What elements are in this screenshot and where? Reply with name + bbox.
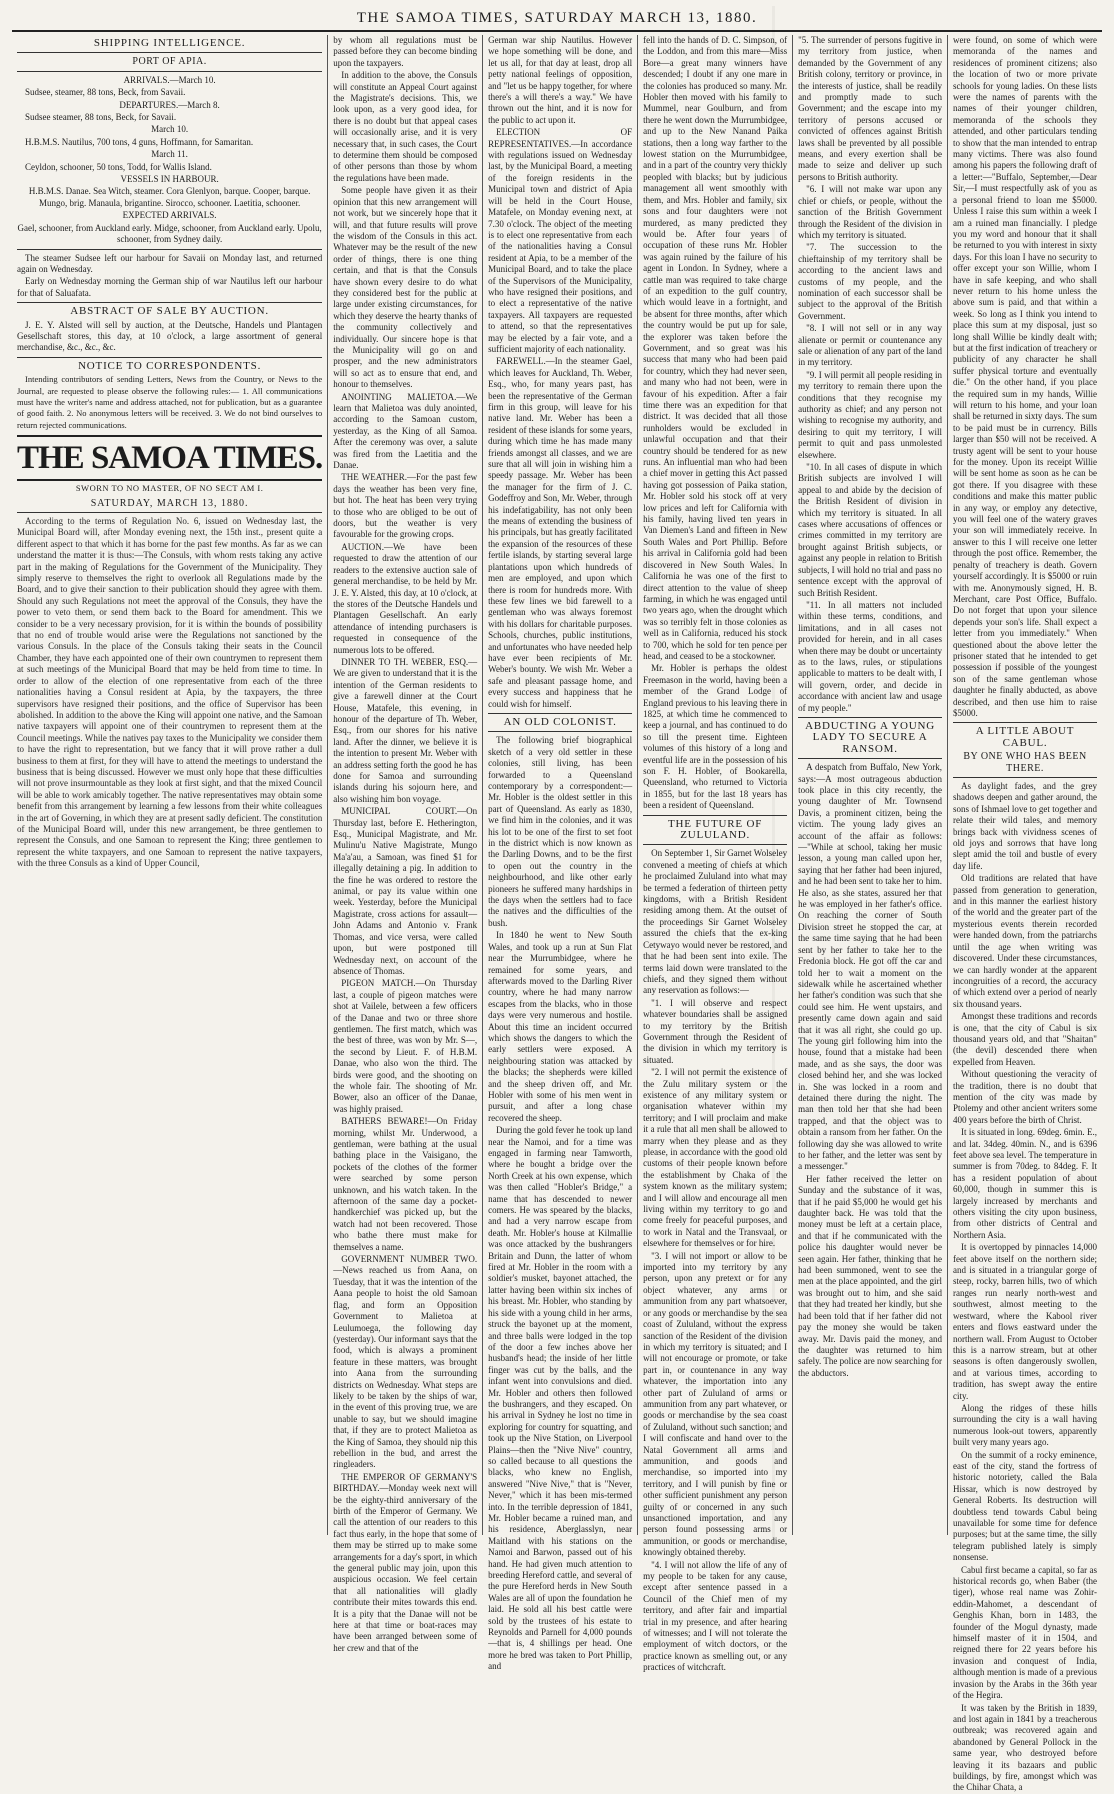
dateline: SATURDAY, MARCH 13, 1880. bbox=[17, 498, 322, 513]
port-heading: PORT OF APIA. bbox=[132, 56, 207, 68]
article-paragraph: Old traditions are related that have passed from generation to generation, and in this manner the earliest history of the world and the greater part of the mysterious events therein recorded were handed down, from the patriarchs until the age when writing was discovered. Under these circumstances, we can hardly wonder at the apparent incongruities of a record, the accuracy of which extend over a period of nearly six thousand years. bbox=[953, 873, 1097, 1009]
article-paragraph: Along the ridges of these hills surrounding the city is a wall having numerous look-out towers, apparently built very many years ago. bbox=[953, 1402, 1097, 1448]
article-paragraph: During the gold fever he took up land near the Namoi, and for a time was engaged in farming near Tamworth, where he bought a bridge over the North Creek at his own expense, which was then called "Hobler's Bridge," a name that has descended to newer comers. He was speared by the blacks, and had a very narrow escape from death. Mr. Hobler's house at Kilmallie was once attacked by the bushrangers Britain and Dunn, the latter of whom fired at Mr. Hobler in the room with a soldier's musket, bayonet attached, the latter having been within six inches of his breast. Mr. Hobler, who standing by his side with a young child in her arms, struck the bayonet up at the moment, and three balls were lodged in the top of the door a few inches above her husband's head; the inside of her little finger was cut by the balls, and the infant went into convulsions and died. Mr. Hobler and others then followed the bushrangers, and they escaped. On his arrival in Sydney he lost no time in exploring for country for squatting, and took up the Nive Station, on Liverpool Plains—then the "Nive Nive" country, so called because to all questions the blacks, who knew no English, answered "Nive Nive," that is "Never, Never," which it has been mis-termed into. In the terrible depression of 1841, Mr. Hobler became a ruined man, and his residence, Aberglasslyn, near Maitland with his stations on the Namoi and Barwon, passed out of his hand. He had given much attention to breeding Hereford cattle, and several of the pure Hereford herds in New South Wales are all of upon the foundation he laid. He sold all his best cattle were sold by the trustees of his estate to Reynolds and Parnell for 4,000 pounds—that is, 4 shillings per head. One more he bred was taken to Port Phillip, and bbox=[488, 1125, 633, 1672]
rule bbox=[488, 713, 632, 714]
article-paragraph: by whom all regulations must be passed before they can become binding upon the taxpayers. bbox=[333, 35, 478, 68]
running-head: THE SAMOA TIMES, SATURDAY MARCH 13, 1880. bbox=[12, 6, 1102, 32]
article-paragraph: "5. The surrender of persons fugitive in my territory from justice, when demanded by the Government of any British colony, territory or province, in the interests of justice, shall be readily and promptly made to such Government; and the escape into my territory of persons accused or convicted of offences against British laws shall be prevented by all possible means, and every exertion shall be made to seize and deliver up such persons to British authority. bbox=[798, 35, 943, 182]
sale-heading: ABSTRACT OF SALE BY AUCTION. bbox=[70, 305, 269, 318]
article-paragraph: As daylight fades, and the grey shadows deepen and gather around, the sons of Ishmael love to get together and relate their wild tales, and memory brings back with vividness scenes of old joys and sorrows that have long slept amid the toil and bustle of every day life. bbox=[953, 781, 1097, 871]
cabul-byline: BY ONE WHO HAS BEEN THERE. bbox=[963, 751, 1087, 774]
article-paragraph: In 1840 he went to New South Wales, and took up a run at Sun Flat near the Murrumbidgee, where he remained for some years, and afterwards moved to the Darling River country, where he had many narrow escapes from the blacks, who in those days were very numerous and hostile. About this time an incident occurred which shows the dangers to which the early settlers were exposed. A neighbouring station was attacked by the blacks; the shepherds were killed and the sheep driven off, and Mr. Hobler with some of his men went in pursuit, and after a long chase recovered the sheep. bbox=[488, 930, 633, 1123]
news-item: GOVERNMENT NUMBER TWO.—News reached us from Aana, on Tuesday, that it was the intention of the Aana people to hoist the old Samoan flag, and form an Opposition Government to Malietoa at Leulumoega, the following day (yesterday). Our informant says that the food, which is always a prominent feature in these matters, was brought into Aana from the surrounding districts on Wednesday. What steps are likely to be taken by the ships of war, in the event of this proving true, we are unable to say, but we should imagine that, if they are to protect Malietoa as the King of Samoa, they should nip this rebellion in the bud, and arrest the ringleaders. bbox=[333, 1254, 478, 1470]
article-paragraph: "2. I will not permit the existence of the Zulu military system or the existence of any military system or organisation whatever within my territory; and I will proclaim and make it a rule that all men shall be allowed to marry when they please and as they please, in accordance with the good old customs of their people known before the establishment by Chaka of the system known as the military system; and I will allow and encourage all men living within my territory to go and come freely for peaceful purposes, and to work in Natal and the Transvaal, or elsewhere for themselves or for hire. bbox=[643, 1067, 788, 1249]
column-4 bbox=[638, 35, 793, 1673]
abduction-heading: ABDUCTING A YOUNG LADY TO SECURE A RANSOM. bbox=[805, 719, 936, 755]
article-paragraph: Mr. Hobler is perhaps the oldest Freemason in the world, having been a member of the Grand Lodge of England previous to his leaving there in 1825, at which time he commenced to keep a journal, and has continued to do so till the present time. Eighteen volumes of this history of a long and eventful life are in the possession of his son F. H. Hobler, of Bookarella, Queensland, who returned to Victoria in 1855, but for the last 18 years has been a resident of Queensland. bbox=[643, 663, 788, 811]
column-3 bbox=[483, 35, 638, 1672]
leader-article: According to the terms of Regulation No. 6, issued on Wednesday last, the Municipal Board will, after Monday evening next, the 15th inst., present quite a different aspect to that which it has borne for the past few months. As far as we can understand the matter it is thus:—The Consuls, with whom rests taking any active part in the making of Regulations for the Government of the Municipality. They simply reserve to themselves the right to overlook all Regulations made by the Board, and to give their sanction to their publication should they agree with them. Should any such Regulations not meet the approval of the Consuls, they have the power to veto them, or send them back to the Board for amendment. This we consider to be a very necessary provision, for it is within the bounds of possibility that no end of trouble would arise were the Regulations not sanctioned by the various Consuls. In the place of the Consuls taking their seats in the Council Chamber, they have each appointed one of their own countrymen to represent them at such meetings of the Municipal Board that may be held from time to time. In order to allow of the election of one representative from each of the three nationalities having a Consul resident at Apia, by the taxpayers, the three supervisors have resigned their positions, and the office of Supervisor has been abolished. In addition to the above the King will appoint one native, and the Samoan native taxpayers will appoint one of their countrymen to represent them at the Council meetings. While the natives pay taxes to the Municipality we consider them to have the right to representation, but we fancy that it will prove rather a dull business to them at first, for they will have to attend the meetings to understand the business that is being discussed. However we must only hope that these difficulties will not prove insurmountable as they look at first sight, and that the mixed Council will be able to work amicably together. The native representatives may obtain some benefit from this arrangement by learning a few lessons from their white colleagues in the art of Governing, in which they are at present sadly deficient. The constitution of the Municipal Board will, under this new arrangement, be three gentlemen to represent the Consuls, and one Samoan to represent the King; three gentlemen to represent the white taxpayers, and one Samoan to represent the native taxpayers, with the three Consuls as a kind of Upper Council, bbox=[17, 516, 323, 869]
article-paragraph: "3. I will not import or allow to be imported into my territory by any person, upon any pretext or for any object whatever, any arms or ammunition from any part whatsoever, or any goods or merchandise by the sea coast of Zululand, without the express sanction of the Resident of the division in which my territory is situated; and I will not encourage or promote, or take part in, or countenance in any way whatever, the importation into any other part of Zululand of arms or ammunition from any part whatever, or goods or merchandise by the sea coast of Zululand, without such sanction; and I will confiscate and hand over to the Natal Government all arms and ammunition, and goods and merchandise, so imported into my territory, and I will punish by fine or other sufficient punishment any person guilty of or concerned in any such unsanctioned importation, and any person found possessing arms or ammunition, or goods or merchandise, knowingly obtained thereby. bbox=[643, 1250, 788, 1558]
news-item: ELECTION OF REPRESENTATIVES.—In accordance with regulations issued on Wednesday last, by the Municipal Board, a meeting of the foreign residents in the Municipal town and district of Apia will be held in the Court House, Matafele, on Monday evening next, at 7.30 o'clock. The object of the meeting is to elect one representative from each of the nationalities having a Consul resident at Apia, to be a member of the Municipal Board, and to take the place of the Supervisors of the Municipality, who have resigned their positions, and to elect a representative of the native taxpayers. All taxpayers are requested to attend, so that the representatives may be elected by a fair vote, and a sufficient majority of each nationality. bbox=[488, 127, 633, 354]
arrivals-text: Sudsee, steamer, 88 tons, Beck, from Savaii. bbox=[25, 87, 186, 98]
shipping-heading: SHIPPING INTELLIGENCE. bbox=[93, 37, 246, 49]
article-paragraph: "7. The succession to the chieftainship of my territory shall be according to the ancient laws and customs of my people, and the nomination of each successor shall be subject to the approval of the British Government. bbox=[798, 242, 943, 321]
article-paragraph: On September 1, Sir Garnet Wolseley convened a meeting of chiefs at which he proclaimed Zululand into what may be termed a federation of thirteen petty kingdoms, with a British Resident residing among them. At the outset of the proceedings Sir Garnet Wolseley assured the chiefs that the ex-king Cetywayo would never be restored, and that he had been sent into exile. The terms laid down were translated to the chiefs, and they signed them without any reservation as follows:— bbox=[643, 848, 788, 996]
rule bbox=[488, 731, 632, 732]
article-paragraph: Amongst these traditions and records is one, that the city of Cabul is six thousand years old, and that "Shaitan" (the devil) descended there when expelled from Heaven. bbox=[953, 1011, 1097, 1067]
departure-entry: H.B.M.S. Nautilus, 700 tons, 4 guns, Hoffmann, for Samaritan. bbox=[25, 136, 254, 147]
article-paragraph: It is situated in long. 69deg. 6min. E., and lat. 34deg. 40min. N., and is 6396 feet above sea level. The temperature in summer is from 70deg. to 84deg. F. It has a resident population of about 60,000, though in summer this is largely increased by merchants and others visiting the city upon business, from other districts of Central and Northern Asia. bbox=[953, 1127, 1097, 1240]
rule bbox=[17, 52, 322, 53]
rule bbox=[643, 815, 787, 816]
article-paragraph: It is overtopped by pinnacles 14,000 feet above itself on the northern side; and is situated in a triangular gorge of steep, rocky, barren hills, two of which ranges run nearly north-west and southwest, almost meeting to the westward, where the Kabool river enters and flows eastward under the northern wall. From August to October this is a narrow stream, but at other seasons is often dangerously swollen, and at various times, according to tradition, has swept away the entire city. bbox=[953, 1242, 1097, 1401]
article-paragraph: "6. I will not make war upon any chief or chiefs, or people, without the sanction of the British Government through the Resident of the division in which my territory is situated. bbox=[798, 184, 943, 240]
rule bbox=[798, 758, 942, 759]
article-paragraph: A despatch from Buffalo, New York, says:—A most outrageous abduction took place in this city recently, the young daughter of Mr. Townsend Davis, a prominent citizen, being the victim. The young lady gives an account of the affair as follows:—"While at school, taking her music lesson, a young man called upon her, saying that her father had been injured, and he had been sent to take her to him. He also, as she states, assured her that he was employed in her father's office. On reaching the corner of South Division street he stopped the car, at the same time saying that he had been sent by her father to take her to the Fredonia block. He got off the car and told her to wait a moment on the sidewalk while he ascertained whether her father's condition was such that she could see him. He went upstairs, and presently came down again and said that it was all right, she could go up. The young girl following him into the house, found that a mistake had been made, and as she says, the door was closed behind her, and she was locked in. She was locked in a room and detained there during the night. The man then told her that she had been trapped, and that the object was to obtain a ransom from her father. On the following day she was allowed to write to her father, and the letter was sent by a messenger." bbox=[798, 762, 943, 1172]
vessels-heading: VESSELS IN HARBOUR. bbox=[120, 174, 219, 185]
column-6 bbox=[948, 35, 1102, 1793]
old-colonist-heading: AN OLD COLONIST. bbox=[503, 715, 617, 728]
article-paragraph: The following brief biographical sketch of a very old settler in these colonies, still living, has been forwarded to a Queensland contemporary by a correspondent:—Mr. Hobler is the oldest settler in this part of Queensland. As early as 1830, we find him in the colonies, and it was his lot to be one of the first to set foot in the district which is now known as the Darling Downs, and to be the first to open out the country in the neighbourhood, and like other early pioneers he suffered many hardships in the days when the settlers had to face the natives and the difficulties of the bush. bbox=[488, 735, 633, 928]
expected-heading: EXPECTED ARRIVALS. bbox=[122, 210, 217, 221]
cabul-heading: A LITTLE ABOUT CABUL. bbox=[975, 725, 1075, 749]
shipping-note: Early on Wednesday morning the German ship of war Nautilus left our harbour for that of Saluafata. bbox=[17, 276, 323, 298]
news-item: ANOINTING MALIETOA.—We learn that Malietoa was duly anointed, according to the Samoan custom, yesterday, as the King of all Samoa. After the ceremony was over, a salute was fired from the Laetitia and the Danae. bbox=[333, 391, 478, 471]
column-5 bbox=[793, 35, 948, 1535]
article-paragraph: "10. In all cases of dispute in which British subjects are involved I will appeal to and abide by the decision of the British Resident of division in which my territory is situated. In all cases where accusations of offences or crimes committed in my territory are brought against British subjects, or against any people in relation to British subjects, I will hold no trial and pass no sentence except with the approval of such British Resident. bbox=[798, 462, 943, 598]
article-paragraph: "4. I will not allow the life of any of my people to be taken for any cause, except after sentence passed in a Council of the Chief men of my territory, and after fair and impartial trial in my presence, and after hearing of witnesses; and I will not tolerate the employment of witch doctors, or the practice known as smelling out, or any practices of witchcraft. bbox=[643, 1559, 788, 1673]
rule bbox=[17, 71, 322, 72]
article-paragraph: "1. I will observe and respect whatever boundaries shall be assigned to my territory by the British Government through the Resident of the division in which my territory is situated. bbox=[643, 997, 788, 1065]
notice-heading: NOTICE TO CORRESPONDENTS. bbox=[78, 359, 262, 372]
article-paragraph: were found, on some of which were memoranda of the names and residences of prominent citizens; also the location of two or more private schools for young ladies. On these lists were the names of parents with the names of their younger children, memoranda of the schools they attended, and other particulars tending to show that the man intended to entrap many victims. There was also found among his papers the following draft of a letter:—"Buffalo, September,—Dear Sir,—I must respectfully ask of you as a personal friend to loan me $5000. Unless I raise this sum within a week I am a ruined man financially. I pledge you my word and honour that it shall be returned to you with interest in sixty days. For this loan I have no security to offer except your son Willie, whom I have in safe keeping, and who shall never return to his home unless the above sum is paid, and that within a week. So long as I think you intend to place this sum at my disposal, just so long shall Willie be kindly dealt with; but at the first indication of treachery or publicity of any character he shall suffer physical torture and eventually die." On the other hand, if you place the required sum in my hands, Willie will return to his home, and your loan shall be returned in sixty days. The sum to be paid must be in currency. Bills larger than $50 will not be received. A trusty agent will be sent to your house for the money. Upon its receipt Willie will be sent home as soon as he can be got there. If you disagree with these conditions and make this matter public in any way, or employ any detective, you will feel one of the watery graves your son will immediately receive. In answer to this I will receive one letter through the post office. Remember, the penalty of treachery is death. Govern yourself accordingly. It is $5000 or ruin with me. Anonymously signed, H. B. Merchant, care Post Office, Buffalo. Do not forget that upon your silence depends your son's life. Shall expect a letter from you immediately." When questioned about the above letter the prisoner stated that he intended to get possession if possible of the youngest son of the same gentleman whose daughter he finally abducted, as above described, and then use him to raise $5000. bbox=[953, 35, 1097, 718]
article-paragraph: Her father received the letter on Sunday and the substance of it was, that if he paid $5,000 he would get his daughter back. He was told that the money must be left at a certain place, and that if he communicated with the police his daughter would never be seen again. Her father, thinking that he had been summoned, went to see the men at the place appointed, and the girl was brought out to him, and she said that they had treated her kindly, but she had been told that if her father did not pay the money she would be taken away. Mr. Davis paid the money, and the daughter was returned to him safely. The police are now searching for the abductors. bbox=[798, 1173, 943, 1378]
news-item: AUCTION.—We have been requested to draw the attention of our readers to the extensive auction sale of general merchandise, to be held by Mr. J. E. Y. Alsted, this day, at 10 o'clock, at the stores of the Deutsche Handels und Plantagen Gesellschaft. An early attendance of intending purchasers is requested in consequence of the numerous lots to be offered. bbox=[333, 541, 478, 655]
shipping-note: The steamer Sudsee left our harbour for Savaii on Monday last, and returned again on Wednesday. bbox=[17, 252, 323, 274]
date-subheading: March 11. bbox=[151, 149, 188, 160]
newspaper-page bbox=[12, 6, 1102, 1793]
departure-entry: Ceyldon, schooner, 50 tons, Todd, for Wallis Island. bbox=[25, 161, 212, 172]
newspaper-motto: SWORN TO NO MASTER, OF NO SECT AM I. bbox=[75, 483, 264, 494]
column-2 bbox=[328, 35, 483, 1653]
page-fold-shadow bbox=[772, 6, 775, 1546]
article-paragraph: "9. I will permit all people residing in my territory to remain there upon the conditions that they recognise my authority as chief; and any person not wishing to recognise my authority, and desiring to quit my territory, I will permit to quit and pass unmolested elsewhere. bbox=[798, 369, 943, 460]
rule bbox=[798, 717, 942, 718]
article-paragraph: On the summit of a rocky eminence, east of the city, stand the fortress of historic notoriety, called the Bala Hissar, which is now destroyed by General Roberts. Its destruction will doubtless tend towards Cabul being unavailable for some time for defence purposes; but at the same time, the silly telegram published lately is simply nonsense. bbox=[953, 1449, 1097, 1563]
article-paragraph: Some people have given it as their opinion that this new arrangement will not work, but we sincerely hope that it will, and that future results will prove the wisdom of the Consuls in this act. Whatever may be the result of the new order of things, there is one thing certain, and that is that the Consuls have shown every desire to do what they considered best for the public at large under existing circumstances, for which they deserve the hearty thanks of the community collectively and individually. Our sincere hope is that the Municipality will go on and prosper, and the new administrators will so act as to ensure that end, and honour to themselves. bbox=[333, 185, 478, 390]
departures-text: Sudsee steamer, 88 tons, Beck, for Savaii. bbox=[25, 112, 177, 123]
news-item: THE EMPEROR OF GERMANY'S BIRTHDAY.—Monday week next will be the eighty-third anniversary of the birth of the Emperor of Germany. We call the attention of our readers to this fact thus early, in the hope that some of them may be stirred up to make some arrangements for a day's sport, in which the general public may join, upon this auspicious occasion. We feel certain that all nationalities will gladly contribute their mites towards this end. It is a pity that the Danae will not be here at that time or boat-races may have been arranged between some of her crew and that of the bbox=[333, 1471, 478, 1653]
news-item: DINNER TO TH. WEBER, ESQ.—We are given to understand that it is the intention of the German residents to give a farewell dinner at the Court House, Matafele, this evening, in honour of the departure of Th. Weber, Esq., from our shores for his native land. After the dinner, we believe it is the intention to present Mr. Weber with an address setting forth the good he has done for Samoa and surrounding islands during his sojourn here, and also wishing him bon voyage. bbox=[333, 656, 478, 804]
article-paragraph: It was taken by the British in 1839, and lost again in 1841 by a treacherous outbreak; was recovered again and abandoned by General Pollock in the same year, who destroyed before leaving it its bazaars and public buildings, by fire, amongst which was the Chihar Chata, a bbox=[953, 1702, 1097, 1793]
news-item: BATHERS BEWARE!—On Friday morning, whilst Mr. Underwood, a gentleman, were bathing at the usual bathing place in the Vaisigano, the pockets of the clothes of the former were searched by some person unknown, and his watch taken. In the afternoon of the same day a pocket-handkerchief was picked up, but the watch had not been recovered. Those who bathe there must make for themselves a name. bbox=[333, 1116, 478, 1252]
rule bbox=[953, 722, 1097, 723]
newspaper-title: THE SAMOA TIMES. bbox=[17, 435, 322, 481]
columns bbox=[12, 35, 1102, 1793]
rule bbox=[17, 302, 322, 303]
rule bbox=[953, 777, 1097, 778]
news-item: THE WEATHER.—For the past few days the weather has been very fine, but hot. The heat has been very trying to those who are obliged to be out of doors, but the weather is very favourable for the growing crops. bbox=[333, 472, 478, 540]
vessels-list: H.B.M.S. Danae. Sea Witch, steamer. Cora Glenlyon, barque. Cooper, barque. Mungo, brig. Manaula, brigantine. Sirocco, schooner. Laetitia, schooner. bbox=[28, 186, 311, 208]
article-paragraph: Without questioning the veracity of the tradition, there is no doubt that mention of the city was made by Ptolemy and other ancient writers some 400 years before the birth of Christ. bbox=[953, 1069, 1097, 1125]
rule bbox=[643, 844, 787, 845]
news-item: PIGEON MATCH.—On Thursday last, a couple of pigeon matches were shot at Vailele, between a few officers of the Danae and two or three shore gentlemen. The first match, which was the best of three, was won by Mr. S—, the second by Lieut. F. of H.B.M. Danae, who also won the third. The birds were good, and the shooting on the whole fair. The shooting of Mr. Bower, also an officer of the Danae, was highly praised. bbox=[333, 978, 478, 1114]
article-paragraph: Cabul first became a capital, so far as historical records go, when Baber (the tiger), whose real name was Zohir-eddin-Mahomet, a descendant of Genghis Khan, born in 1483, the founder of the Mogul dynasty, made himself master of it in 1504, and reigned there for 22 years before his invasion and conquest of India, although mention is made of a previous invasion by the Arabs in the 36th year of the Hegira. bbox=[953, 1564, 1097, 1701]
zululand-heading: THE FUTURE OF ZULULAND. bbox=[668, 817, 763, 842]
rule bbox=[17, 357, 322, 358]
article-paragraph: fell into the hands of D. C. Simpson, of the Loddon, and from this mare—Miss Bore—a great many winners have descended; I doubt if any one mare in the colonies has produced so many. Mr. Hobler then moved with his family to Mummel, near Goulburn, and from there he went down the Murrumbidgee, and up to the New Nanand Paika stations, then a long way farther to the lowest station on the Murrumbidgee, and in a part of the country very thickly peopled with blacks; but by judicious management all went smoothly with them, and Mrs. Hobler and family, six sons and four daughters were not murdered, as many predicted they would be. After four years of occupation of these runs Mr. Hobler was again ruined by the failure of his agent in London. In Sydney, where a cattle man was required to take charge of an expedition to the gulf country, which would leave in a fortnight, and be absent for three months, after which the country would be put up for sale, the explorer was taken before the Government, and so great was his success that many who had been paid for country, which they had never seen, and many who had not been, were in favour of his expedition. After a fair time there was an expedition for that district. It was decided that all those runholders would be excluded in unlawful occupation and that their country should be tendered for as new runs. An influential man who had been a chief mover in getting this Act passed having got possession of Paika station, Mr. Hobler sold his stock off at very low prices and left for California with his family, having lived ten years in Van Diemen's Land and fifteen in New South Wales and Port Phillip. Before his arrival in California gold had been discovered in New South Wales. In California he was one of the first to direct attention to the value of sheep farming, in which he was engaged until two years ago, when the drought which was so terribly felt in those colonies as well as in California, reduced his stock to 700, which he sold for ten pence per head, and ceased to be a stockowner. bbox=[643, 35, 788, 661]
article-paragraph: "11. In all matters not included within these terms, conditions, and limitations, and in all cases not provided for herein, and in all cases when there may be doubt or uncertainty as to the laws, rules, or stipulations applicable to matters to be dealt with, I will govern, order, and decide in accordance with ancient law and usage of my people." bbox=[798, 599, 943, 713]
article-paragraph: German war ship Nautilus. However we hope something will be done, and let us all, for that day at least, drop all petty national feelings of opposition, and "let us be happy together, for where there's a will there's a way." We have thrown out the hint, and it is now for the public to act upon it. bbox=[488, 35, 633, 125]
news-item: FAREWELL.—In the steamer Gael, which leaves for Auckland, Th. Weber, Esq., who, for many years past, has been the representative of the German firm in this group, will leave for his native land. Mr. Weber has been a resident of these islands for some years, during which time he has made many friends amongst all classes, and we are sure that all will join in wishing him a speedy passage. Mr. Weber has been the manager for the firm of J. C. Godeffroy and Son, Mr. Weber, through his indefatigability, has not only been the means of extending the business of his principals, but has greatly facilitated the expansion of the resources of these fertile islands, by starting several large plantations upon which hundreds of men are employed, and upon which there is room for hundreds more. With these few lines we bid farewell to a gentleman who was always foremost with his dollars for charitable purposes. Schools, churches, public institutions, and unfortunates who have needed help have ever been recipients of Mr. Weber's bounty. We wish Mr. Weber a safe and pleasant passage home, and every success and happiness that he could wish for himself. bbox=[488, 356, 633, 709]
date-subheading: March 10. bbox=[151, 124, 189, 135]
departures-heading: DEPARTURES.—March 8. bbox=[119, 99, 220, 110]
sale-text: J. E. Y. Alsted will sell by auction, at the Deutsche, Handels und Plantagen Gesellschaft stores, this day, at 10 o'clock, a large assortment of general merchandise, &c., &c., &c. bbox=[17, 319, 323, 353]
expected-list: Gael, schooner, from Auckland early. Midge, schooner, from Auckland early. Upolu, schooner, from Sydney daily. bbox=[17, 222, 322, 245]
column-1 bbox=[12, 35, 328, 1535]
article-paragraph: "8. I will not sell or in any way alienate or permit or countenance any sale or alienation of any part of the land in my territory. bbox=[798, 323, 943, 368]
rule bbox=[17, 249, 322, 250]
arrivals-heading: ARRIVALS.—March 10. bbox=[123, 74, 216, 85]
notice-text: Intending contributors of sending Letters, News from the Country, or News to the Journal, are requested to please observe the following rules:— 1. All communications must have the writer's name and address attached, not for publication, but as a guarantee of good faith. 2. No anonymous letters will be received. 3. We do not bind ourselves to return rejected communications. bbox=[17, 374, 323, 430]
article-paragraph: In addition to the above, the Consuls will constitute an Appeal Court against the Magistrate's decisions. This, we look upon, as a very good idea, for there is no doubt but that appeal cases will occasionally arise, and it is very necessary that, in such cases, the Court to determine them should be composed of other persons than those by whom the regulations have been made. bbox=[333, 70, 478, 183]
news-item: MUNICIPAL COURT.—On Thursday last, before E. Hetherington, Esq., Municipal Magistrate, and Mr. Mulinu'u Native Magistrate, Mungo Ma'a'au, a Samoan, was fined $1 for illegally detaining a pig. In addition to the fine he was ordered to restore the animal, or pay its value within one week. Yesterday, before the Municipal Magistrate, cross actions for assault—John Adams and Antonio v. Frank Thomas, and vice versa, were called upon, but were postponed till Wednesday next, on account of the absence of Thomas. bbox=[333, 806, 478, 976]
